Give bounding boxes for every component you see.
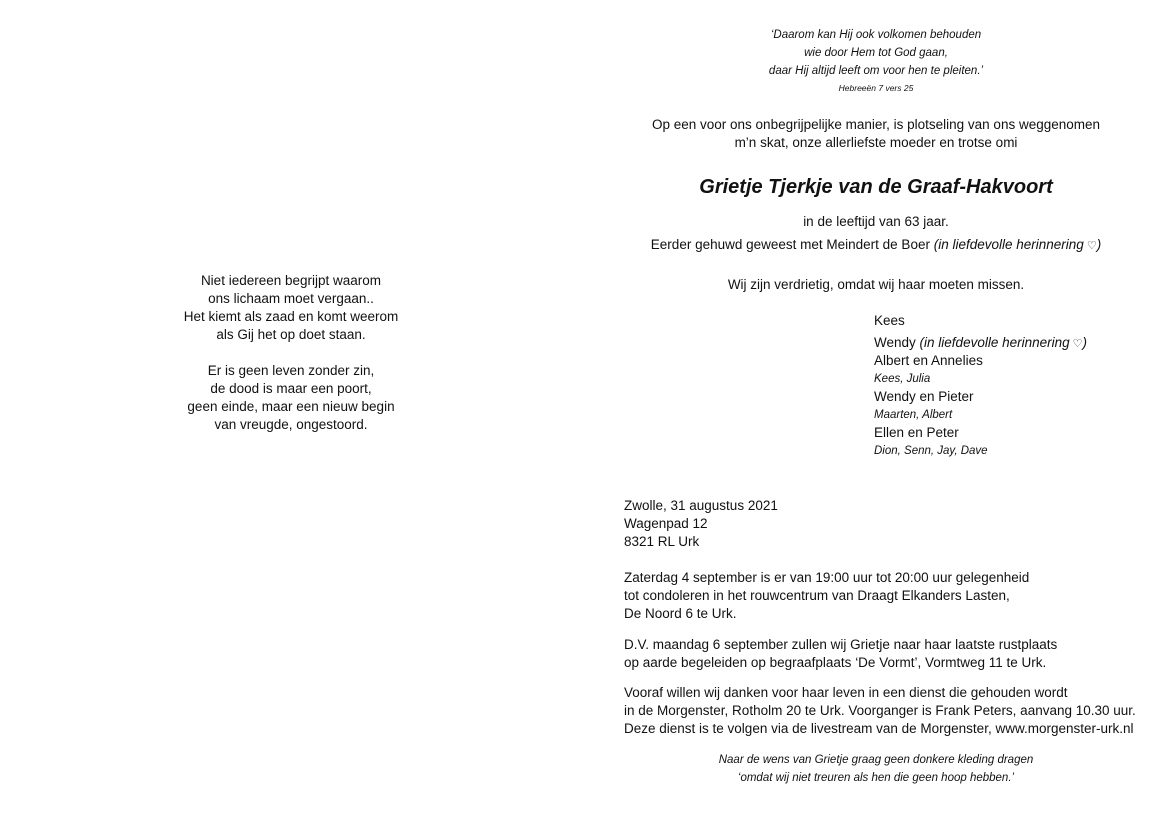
correspondence-address xyxy=(624,497,778,551)
marriage-memory-text: (in liefdevolle herinnering xyxy=(933,237,1084,252)
poem-line: Het kiemt als zaad en komt weerom xyxy=(183,309,399,324)
heart-icon: ♡ xyxy=(1072,338,1083,350)
poem-line: als Gij het op doet staan. xyxy=(216,327,366,342)
wish-line: ‘omdat wij niet treuren als hen die geen hoop hebben.’ xyxy=(737,772,1015,784)
wish-line: Naar de wens van Grietje graag geen donkere kleding dragen xyxy=(718,754,1034,766)
poem-line: de dood is maar een poort, xyxy=(210,381,372,396)
intro-line: Op een voor ons onbegrijpelijke manier, is plotseling van ons weggenomen xyxy=(651,117,1101,132)
marriage-text: Eerder gehuwd geweest met Meindert de Boer xyxy=(650,237,930,252)
verse-reference: Hebreeën 7 vers 25 xyxy=(838,83,914,93)
mourning-statement: Wij zijn verdrietig, omdat wij haar moeten missen. xyxy=(727,277,1025,292)
paragraph-line: op aarde begeleiden op begraafplaats ‘De Vormt’, Vormtweg 11 te Urk. xyxy=(624,655,1047,670)
paragraph-line: tot condoleren in het rouwcentrum van Draagt Elkanders Lasten, xyxy=(624,588,1010,603)
family-member: Kees xyxy=(874,313,905,328)
burial-info xyxy=(624,636,1164,672)
poem-line: geen einde, maar een nieuw begin xyxy=(187,399,395,414)
verse-line: wie door Hem tot God gaan, xyxy=(804,47,948,59)
family-member: Wendy en Pieter xyxy=(874,389,974,404)
poem-line: ons lichaam moet vergaan.. xyxy=(208,291,374,306)
address-line: 8321 RL Urk xyxy=(624,534,700,549)
poem-line: Niet iedereen begrijpt waarom xyxy=(200,273,382,288)
poem-stanza-2 xyxy=(150,362,432,434)
family-grandchildren: Dion, Senn, Jay, Dave xyxy=(874,445,988,457)
paragraph-line: D.V. maandag 6 september zullen wij Grietje naar haar laatste rustplaats xyxy=(624,637,1058,652)
marriage-memory xyxy=(934,237,1101,252)
announcement-intro xyxy=(620,116,1132,152)
family-member-name: Wendy xyxy=(874,335,916,350)
family-member xyxy=(874,334,1144,352)
marriage-note xyxy=(620,236,1132,255)
deceased-name: Grietje Tjerkje van de Graaf-Hakvoort xyxy=(699,176,1053,198)
family-list xyxy=(874,312,1144,460)
family-grandchildren: Maarten, Albert xyxy=(874,409,953,421)
paragraph-line: Vooraf willen wij danken voor haar leven in een dienst die gehouden wordt xyxy=(624,685,1068,700)
intro-line: m’n skat, onze allerliefste moeder en trotse omi xyxy=(734,135,1018,150)
family-member: Ellen en Peter xyxy=(874,425,959,440)
paragraph-line: De Noord 6 te Urk. xyxy=(624,606,737,621)
family-grandchildren: Kees, Julia xyxy=(874,373,931,385)
service-info xyxy=(624,684,1164,738)
deceased-age: in de leeftijd van 63 jaar. xyxy=(803,214,949,229)
verse-line: ‘Daarom kan Hij ook volkomen behouden xyxy=(770,29,982,41)
dress-code-wish xyxy=(620,751,1132,787)
heart-icon: ♡ xyxy=(1086,240,1097,252)
family-member-memory xyxy=(920,335,1087,350)
poem xyxy=(150,272,432,452)
poem-line: Er is geen leven zonder zin, xyxy=(207,363,375,378)
address-line: Wagenpad 12 xyxy=(624,516,708,531)
family-member-memory-close: ) xyxy=(1082,335,1088,350)
bible-verse xyxy=(620,26,1132,95)
paragraph-line: Deze dienst is te volgen via de livestream van de Morgenster, www.morgenster-urk.nl xyxy=(624,721,1134,736)
condolence-info xyxy=(624,569,1164,623)
paragraph-line: Zaterdag 4 september is er van 19:00 uur tot 20:00 uur gelegenheid xyxy=(624,570,1030,585)
marriage-memory-close: ) xyxy=(1096,237,1102,252)
address-line: Zwolle, 31 augustus 2021 xyxy=(624,498,778,513)
family-member-memory-text: (in liefdevolle herinnering xyxy=(919,335,1070,350)
family-member: Albert en Annelies xyxy=(874,353,983,368)
paragraph-line: in de Morgenster, Rotholm 20 te Urk. Voorganger is Frank Peters, aanvang 10.30 uur. xyxy=(624,703,1136,718)
verse-line: daar Hij altijd leeft om voor hen te pleiten.’ xyxy=(768,65,984,77)
poem-stanza-1 xyxy=(150,272,432,344)
poem-line: van vreugde, ongestoord. xyxy=(214,417,368,432)
